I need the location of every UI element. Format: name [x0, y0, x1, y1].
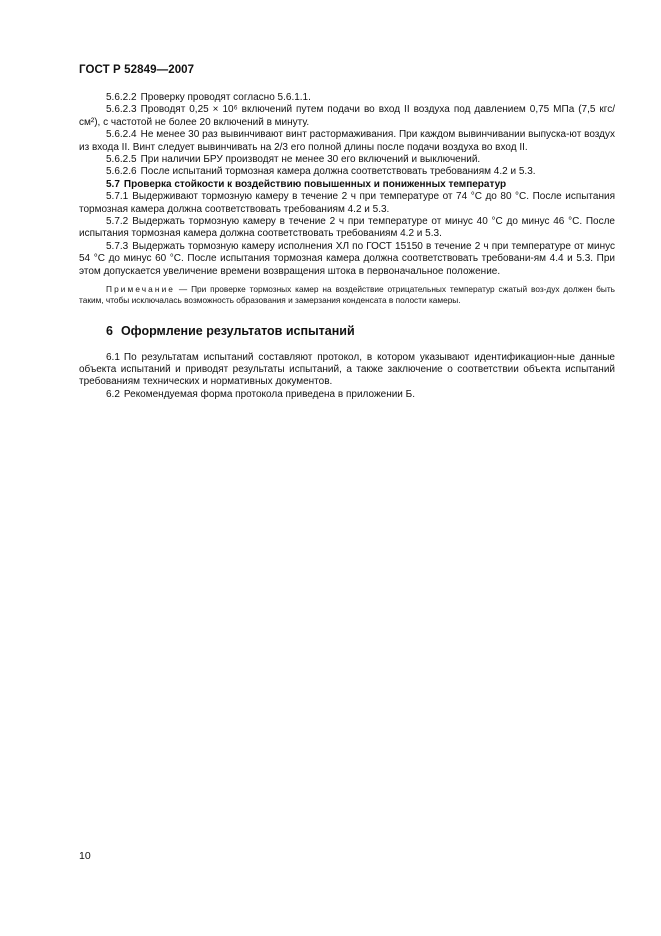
paragraph-text: Проверку проводят согласно 5.6.1.1.: [140, 92, 311, 103]
paragraph-text: Рекомендуемая форма протокола приведена в приложении Б.: [123, 388, 416, 400]
paragraph-text: При наличии БРУ производят не менее 30 его включений и выключений.: [140, 154, 481, 166]
paragraph-text: Не менее 30 раз вывинчивают винт растормаживания. При каждом вывинчивании выпуска-ют воздух из входа II. Винт следует вывинчивать на 2/3 его полной длины после подачи воздуха во вход II.: [79, 129, 615, 153]
paragraph-text: Выдерживают тормозную камеру в течение 2 ч при температуре от 74 °С до 80 °С. После испытания тормозная камера должна соответствовать требованиям 4.2 и 5.3.: [79, 191, 615, 215]
document-header: ГОСТ Р 52849—2007: [79, 64, 195, 76]
paragraph-number: 5.7.2: [106, 216, 129, 228]
paragraph-number: 6.2: [106, 388, 120, 400]
subsection-title: Проверка стойкости к воздействию повышенных и пониженных температур: [123, 178, 507, 190]
paragraph-5-6-2-4: [79, 129, 615, 154]
paragraph-5-7-3: [79, 241, 615, 278]
page-number: 10: [79, 850, 91, 862]
paragraph-text: После испытаний тормозная камера должна соответствовать требованиям 4.2 и 5.3.: [140, 166, 536, 178]
paragraph-5-6-2-2: [79, 92, 615, 104]
paragraph-number: 5.6.2.4: [106, 129, 137, 141]
paragraph-5-7-2: [79, 216, 615, 241]
paragraph-5-6-2-5: [79, 154, 615, 166]
note: [79, 284, 615, 306]
subsection-heading-5-7: [79, 179, 615, 191]
note-text: — При проверке тормозных камер на воздействие отрицательных температур сжатый воз-дух должен быть таким, чтобы исключалась возможность образования и замерзания конденсата в полости камеры.: [79, 284, 615, 306]
section-number: 6: [106, 324, 113, 339]
paragraph-number: 5.6.2.3: [106, 104, 137, 116]
paragraph-number: 5.6.2.2: [106, 92, 137, 103]
paragraph-number: 5.7.3: [106, 240, 129, 252]
paragraph-5-6-2-3: [79, 104, 615, 129]
paragraph-text: Проводят 0,25 × 10⁶ включений путем подачи во вход II воздуха под давлением 0,75 МПа (7,5 кгс/см²), с частотой не более 20 включений в минуту.: [79, 104, 615, 128]
section-heading-6: [79, 325, 615, 337]
document-body: [79, 92, 615, 401]
paragraph-number: 5.6.2.5: [106, 154, 137, 166]
subsection-number: 5.7: [106, 178, 120, 190]
paragraph-text: Выдержать тормозную камеру в течение 2 ч при температуре от минус 40 °С до минус 46 °С. После испытания тормозная камера должна соответствовать требованиям 4.2 и 5.3.: [79, 216, 615, 240]
paragraph-5-6-2-6: [79, 166, 615, 178]
paragraph-number: 5.6.2.6: [106, 166, 137, 178]
paragraph-text: Выдержать тормозную камеру исполнения ХЛ по ГОСТ 15150 в течение 2 ч при температуре от минус 54 °С до минус 60 °С. После испытания тормозная камера должна соответствовать требовани-ям 4.4 и 5.3. При этом допускается увеличение времени возвращения штока в первоначальное положение.: [79, 240, 615, 277]
note-label: Примечание: [106, 284, 176, 295]
paragraph-number: 5.7.1: [106, 191, 129, 203]
paragraph-number: 6.1: [106, 351, 120, 363]
paragraph-5-7-1: [79, 191, 615, 216]
paragraph-6-2: [79, 389, 615, 401]
section-title: Оформление результатов испытаний: [120, 324, 355, 339]
paragraph-text: По результатам испытаний составляют протокол, в котором указывают идентификацион-ные данные объекта испытаний и приводят результаты испытаний, а также заключение о соответствии объекта испытаний требованиям технических и нормативных документов.: [79, 351, 615, 388]
paragraph-6-1: [79, 352, 615, 389]
